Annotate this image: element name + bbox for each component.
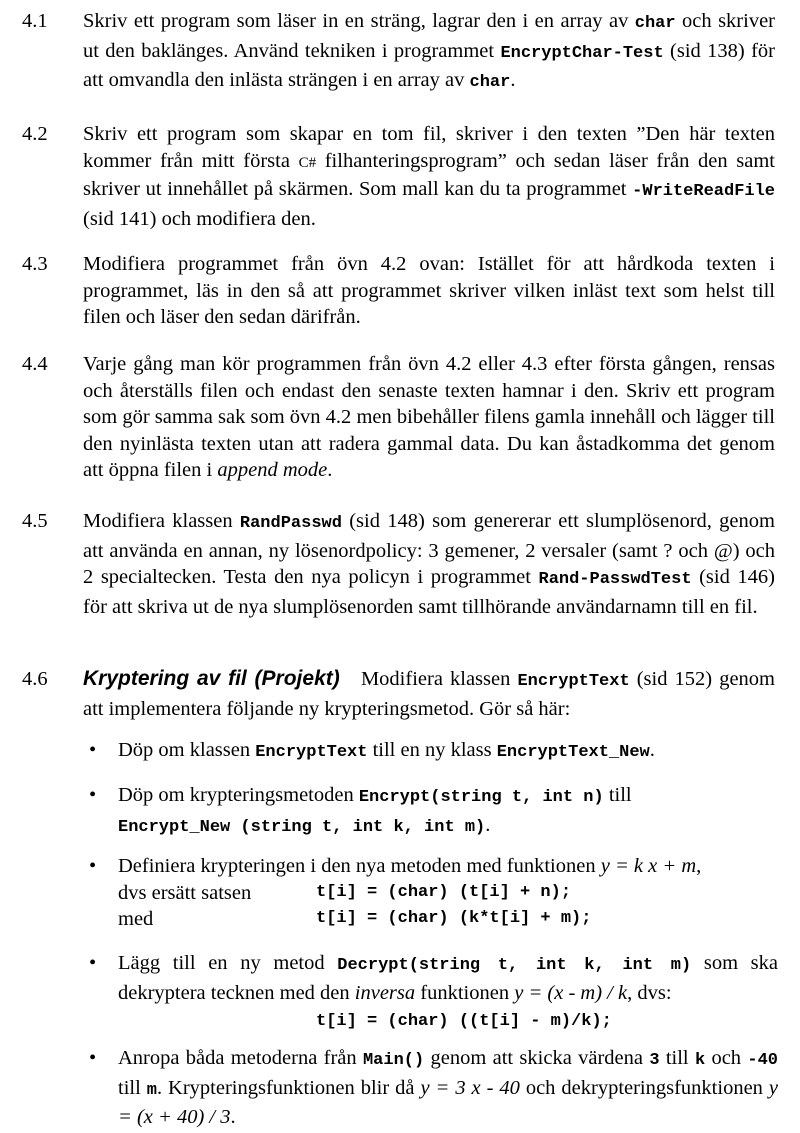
text: Döp om krypteringsmetoden <box>118 784 359 806</box>
exercise-number: 4.1 <box>22 10 48 32</box>
text: . <box>649 739 655 761</box>
text: (sid 141) och modifiera den. <box>83 207 316 230</box>
bullet-icon: • <box>89 952 97 974</box>
code: 3 <box>649 1051 660 1070</box>
math-formula: y = (x + 40) / 3 <box>118 1076 778 1128</box>
code: EncryptText <box>255 743 368 762</box>
exercise-number: 4.4 <box>22 353 48 375</box>
text: Varje gång man kör programmen från övn 4.2 eller 4.3 efter första gången, rensas och återställs filen och endast den senaste texten hamnar i den. Skriv ett program som gör samma sak som övn 4.2 men bibehåller filens gamla innehåll och lägger till den nyinlästa texten utan att radera gammal data. Du kan åstadkomma det genom att öppna filen i <box>83 353 775 481</box>
exercise-text <box>83 508 775 620</box>
code: t[i] = (char) (t[i] + n); <box>316 882 572 902</box>
label: med <box>118 908 154 930</box>
code-row <box>118 880 778 907</box>
bullet-icon: • <box>89 855 97 877</box>
text: till <box>118 1076 147 1099</box>
code: t[i] = (char) (k*t[i] + m); <box>316 909 592 928</box>
text: filhanteringsprogram” och sedan läser från den samt skriver ut innehållet på skärmen. Som mall kan du ta programmet <box>83 149 775 200</box>
text: Döp om klassen <box>118 739 256 761</box>
code: EncryptChar-Test <box>500 43 664 63</box>
bullet-icon: • <box>89 1047 97 1069</box>
text: . <box>485 813 491 836</box>
bullet-text <box>118 853 778 933</box>
code: m <box>146 1080 157 1100</box>
text: till <box>659 1047 695 1069</box>
code: EncryptText_New <box>496 743 650 762</box>
text: (sid 138) för att omvandla den inlästa strängen i en array av <box>83 39 775 91</box>
math-formula: y = k x + m <box>600 855 697 877</box>
code: -WriteReadFile <box>632 182 775 201</box>
exercise-number: 4.3 <box>22 253 48 275</box>
text: genom att skicka värdena <box>424 1047 650 1069</box>
code: EncryptText <box>517 672 630 691</box>
text: till en ny klass <box>367 739 497 761</box>
text: och <box>705 1047 748 1069</box>
code: Main() <box>362 1051 425 1070</box>
exercise-title: Kryptering av fil (Projekt) <box>83 667 340 690</box>
bullet-text <box>118 1045 778 1131</box>
code: Encrypt_New (string t, int k, int m) <box>118 817 486 837</box>
code: Encrypt(string t, int n) <box>358 788 604 807</box>
text: funktionen <box>415 981 515 1004</box>
bullet-text <box>118 950 778 1036</box>
text: , dvs: <box>627 981 672 1004</box>
exercise-number: 4.6 <box>22 668 48 690</box>
text: (sid 148) som genererar ett slumplösenord, genom att använda en annan, ny lösenordpolicy: 3 gemener, 2 versaler (samt ? och @) och 2 specialtecken. Testa den nya policyn i programmet <box>83 510 775 588</box>
text: som ska dekryptera tecknen med den <box>118 952 778 1004</box>
text: . <box>327 459 333 481</box>
text: , <box>696 855 702 877</box>
italic-text: inversa <box>354 981 416 1004</box>
bullet-text <box>118 782 778 841</box>
code: -40 <box>747 1051 778 1070</box>
bullet-text <box>118 737 778 767</box>
code: Decrypt(string t, int k, int m) <box>337 956 692 975</box>
code: t[i] = (char) ((t[i] - m)/k); <box>316 1012 612 1031</box>
label: dvs ersätt satsen <box>118 881 252 904</box>
exercise-text <box>83 121 775 232</box>
text: . <box>510 69 516 91</box>
math-formula: y = 3 x - 40 <box>420 1076 520 1099</box>
text: (sid 152) genom att implementera följande ny krypteringsmetod. Gör så här: <box>83 668 775 720</box>
text: och dekrypteringsfunktionen <box>519 1076 769 1099</box>
text: (sid 146) för att skriva ut de nya slumplösenorden samt tillhörande användarnamn till en fil. <box>83 566 775 618</box>
text: Definiera krypteringen i den nya metoden med funktionen <box>118 855 601 877</box>
text: . Krypteringsfunktionen blir då <box>156 1076 421 1099</box>
italic-text: append mode <box>217 459 328 481</box>
code: char <box>634 14 676 33</box>
exercise-text: Modifiera programmet från övn 4.2 ovan: Istället för att hårdkoda texten i programmet, läs in den så att programmet skriver vilken inläst text som helst till filen och läser den sedan därifrån. <box>83 253 775 328</box>
code: RandPasswd <box>239 514 342 533</box>
text: Anropa båda metoderna från <box>118 1047 363 1069</box>
bullet-icon: • <box>89 739 97 761</box>
exercise-number: 4.2 <box>22 123 48 145</box>
code: char <box>469 73 511 92</box>
text: Modifiera klassen <box>83 510 240 532</box>
text: och skriver ut den baklänges. Använd tekniken i programmet <box>83 10 775 62</box>
code-row <box>118 906 778 933</box>
code: k <box>694 1051 706 1070</box>
text: Lägg till en ny metod <box>118 952 338 974</box>
text: till <box>603 784 632 806</box>
text: . <box>230 1106 236 1128</box>
text: Skriv ett program som skapar en tom fil, skriver i den texten ”Den här texten kommer från mitt första <box>83 123 775 172</box>
exercise-text <box>83 8 775 97</box>
text: Modifiera klassen <box>339 668 518 690</box>
code: Rand-PasswdTest <box>538 570 692 589</box>
bullet-icon: • <box>89 784 97 806</box>
text: Skriv ett program som läser in en sträng, lagrar den i en array av <box>83 10 635 32</box>
exercise-number: 4.5 <box>22 510 48 532</box>
exercise-text <box>83 351 775 484</box>
text: C# <box>298 154 317 171</box>
exercise-text <box>83 666 775 722</box>
math-formula: y = (x - m) / k <box>514 981 628 1004</box>
